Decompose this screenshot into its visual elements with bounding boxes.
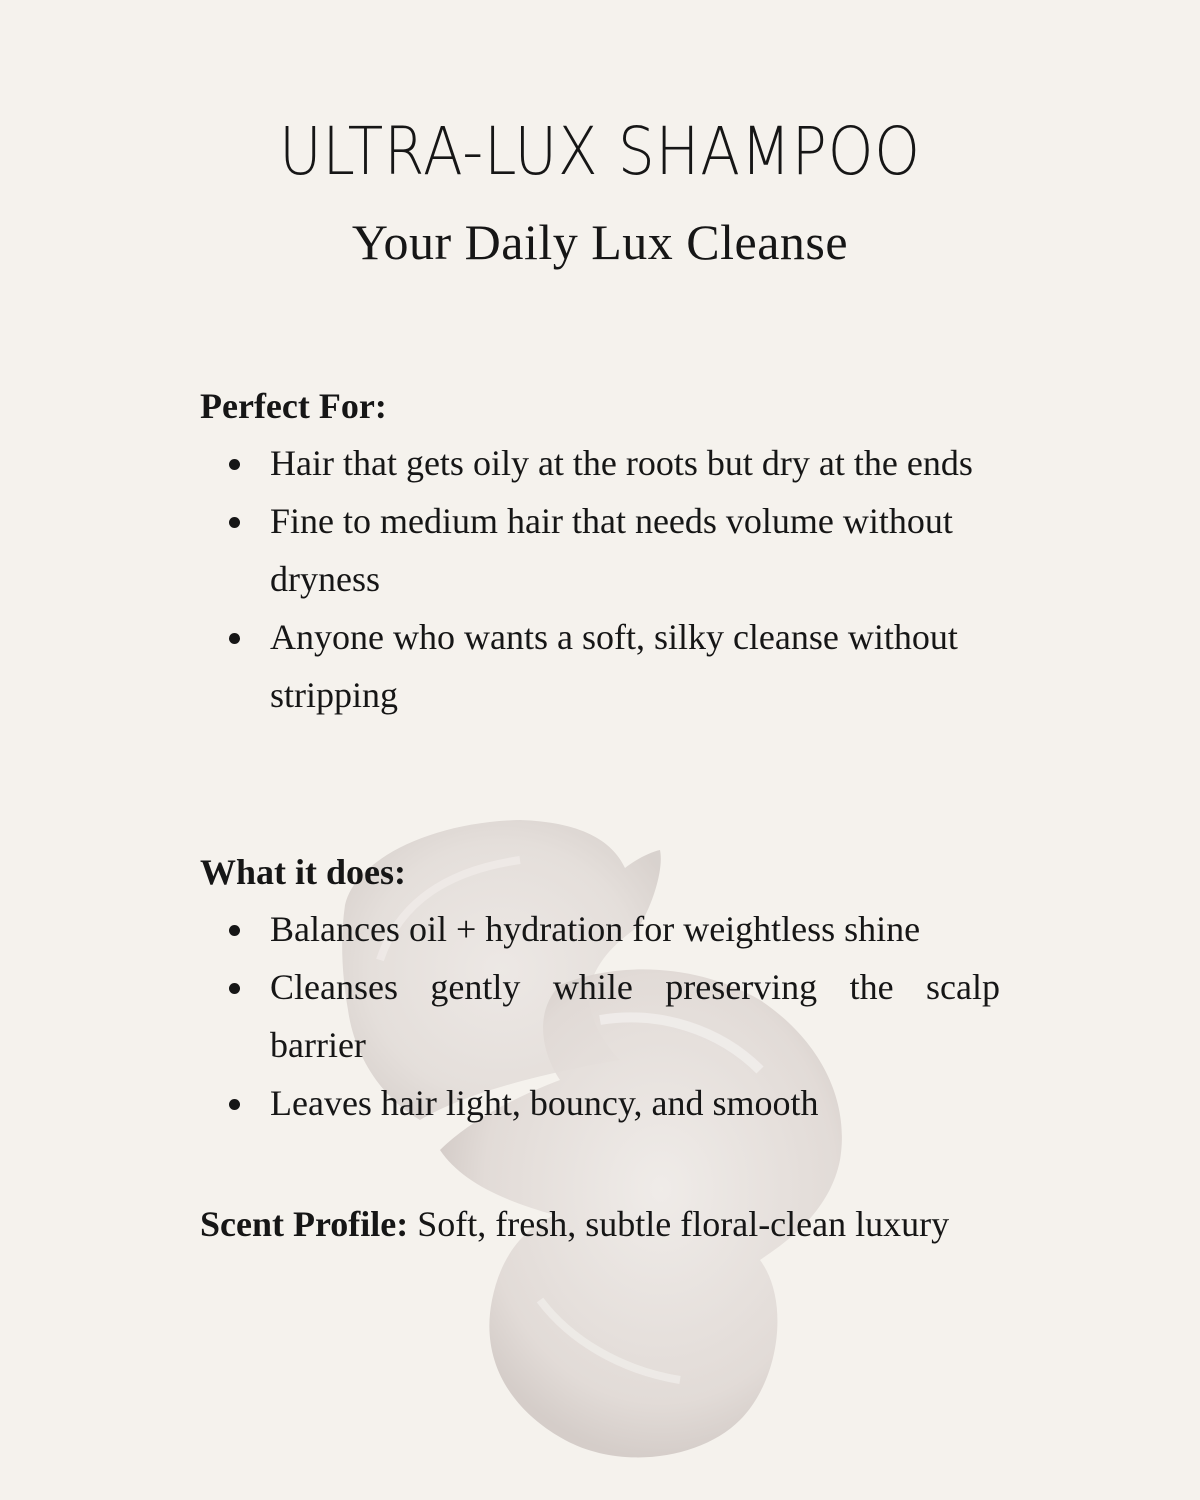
list-item-text: Anyone who wants a soft, silky cleanse without stripping xyxy=(270,617,958,715)
scent-profile-text: Soft, fresh, subtle floral-clean luxury xyxy=(408,1204,950,1244)
what-it-does-heading: What it does: xyxy=(200,852,406,892)
bullet-icon xyxy=(229,633,240,644)
bullet-icon xyxy=(229,1099,240,1110)
list-item-text: Leaves hair light, bouncy, and smooth xyxy=(270,1083,819,1123)
list-item xyxy=(200,958,1000,1074)
perfect-for-list xyxy=(200,434,1000,724)
list-item xyxy=(200,434,1000,492)
bullet-icon xyxy=(229,459,240,470)
bullet-icon xyxy=(229,983,240,994)
scent-profile xyxy=(200,1195,960,1253)
page-subtitle: Your Daily Lux Cleanse xyxy=(351,214,849,270)
bullet-icon xyxy=(229,517,240,528)
list-item-text: Hair that gets oily at the roots but dry at the ends xyxy=(270,443,973,483)
list-item xyxy=(200,900,1000,958)
scent-profile-label: Scent Profile: xyxy=(200,1204,409,1244)
perfect-for-heading: Perfect For: xyxy=(200,386,387,426)
list-item xyxy=(200,1074,1000,1132)
list-item-text: Fine to medium hair that needs volume without dryness xyxy=(270,501,953,599)
list-item-text: Cleanses gently while preserving the scalp xyxy=(270,967,1000,1007)
list-item xyxy=(200,492,1000,608)
list-item-text-continued: barrier xyxy=(270,1025,366,1065)
list-item xyxy=(200,608,1000,724)
list-item-text: Balances oil + hydration for weightless shine xyxy=(270,909,921,949)
what-it-does-list xyxy=(200,900,1000,1132)
bullet-icon xyxy=(229,925,240,936)
page-title: ULTRA-LUX SHAMPOO xyxy=(279,113,921,190)
